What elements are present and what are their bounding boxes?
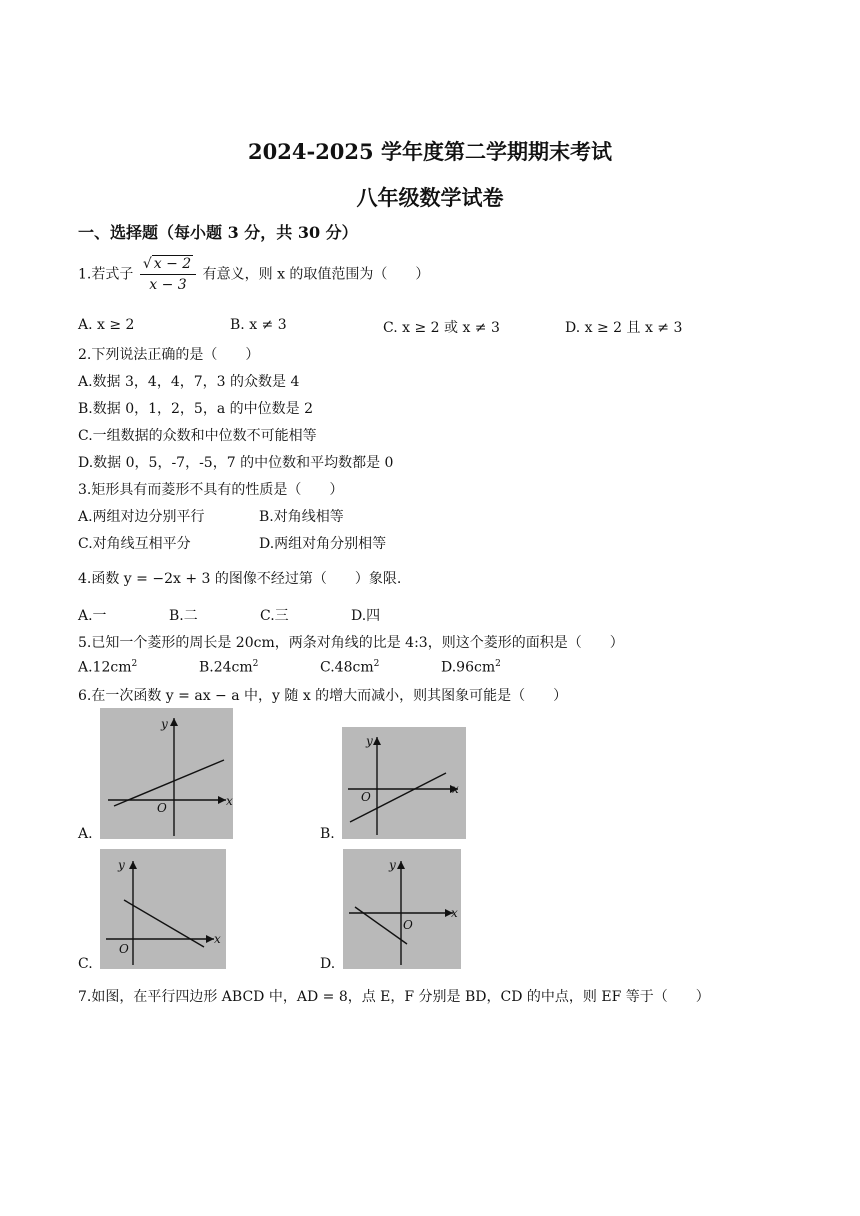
q3-option-d[interactable]: D.两组对角分别相等 xyxy=(259,536,387,552)
question-4: 4.函数 y = −2x + 3 的图像不经过第（ ）象限. xyxy=(78,571,402,587)
q6-graph-b[interactable] xyxy=(342,727,466,839)
y-axis-label: y xyxy=(161,717,168,731)
origin-label: O xyxy=(403,918,413,932)
exam-title: 2024-2025 学年度第二学期期末考试 xyxy=(248,139,612,164)
question-5: 5.已知一个菱形的周长是 20cm，两条对角线的比是 4:3，则这个菱形的面积是（ ） xyxy=(78,635,624,651)
x-axis-label: x xyxy=(452,782,459,796)
q3-option-c[interactable]: C.对角线互相平分 xyxy=(78,536,191,552)
q5-unit-sup: 2 xyxy=(495,659,501,669)
origin-label: O xyxy=(119,942,129,956)
q6-option-c-label: C. xyxy=(78,956,93,972)
q4-option-d[interactable]: D.四 xyxy=(351,608,381,624)
q6-graph-c[interactable] xyxy=(100,849,226,969)
q5-option-a-text: A.12cm xyxy=(78,659,132,676)
q6-option-b-label: B. xyxy=(320,826,335,842)
q3-option-b[interactable]: B.对角线相等 xyxy=(259,509,344,525)
q1-denominator: x − 3 xyxy=(149,277,187,293)
q4-option-c[interactable]: C.三 xyxy=(260,608,289,624)
origin-label: O xyxy=(361,790,371,804)
y-axis-label: y xyxy=(118,858,125,872)
graph-background xyxy=(342,727,466,839)
q5-option-c[interactable] xyxy=(320,659,379,676)
x-axis-label: x xyxy=(214,932,221,946)
q4-option-a[interactable]: A.一 xyxy=(78,608,107,624)
question-3: 3.矩形具有而菱形不具有的性质是（ ） xyxy=(78,482,344,498)
x-axis-label: x xyxy=(451,906,458,920)
q5-option-b[interactable] xyxy=(199,659,258,676)
q1-suffix: 有意义，则 x 的取值范围为（ ） xyxy=(202,266,430,283)
x-axis-label: x xyxy=(226,794,233,808)
q4-option-b[interactable]: B.二 xyxy=(169,608,198,624)
q5-unit-sup: 2 xyxy=(373,659,380,669)
question-1 xyxy=(78,256,429,293)
q6-graph-d[interactable] xyxy=(343,849,461,969)
q5-option-d[interactable] xyxy=(441,659,501,676)
q6-option-d-label: D. xyxy=(320,956,336,972)
q2-option-d[interactable]: D.数据 0，5，-7，-5，7 的中位数和平均数都是 0 xyxy=(78,455,394,471)
section-heading: 一、选择题（每小题 3 分，共 30 分） xyxy=(78,223,358,242)
q1-option-d[interactable]: D. x ≥ 2 且 x ≠ 3 xyxy=(565,320,683,336)
q1-numerator: √ x − 2 xyxy=(140,256,196,275)
question-2: 2.下列说法正确的是（ ） xyxy=(78,347,260,363)
q1-numerator-text: x − 2 xyxy=(153,256,192,272)
q5-option-d-text: D.96cm xyxy=(441,659,496,676)
q6-option-a-label: A. xyxy=(78,826,93,842)
paper-title: 八年级数学试卷 xyxy=(356,185,504,210)
q5-option-b-text: B.24cm xyxy=(199,659,253,676)
q5-option-c-text: C.48cm xyxy=(320,659,374,676)
q3-option-a[interactable]: A.两组对边分别平行 xyxy=(78,509,205,525)
q1-option-a[interactable]: A. x ≥ 2 xyxy=(78,317,135,333)
q5-unit-sup: 2 xyxy=(131,659,138,669)
q2-option-b[interactable]: B.数据 0，1，2，5，a 的中位数是 2 xyxy=(78,401,313,417)
y-axis-label: y xyxy=(366,734,373,748)
q1-prefix: 1.若式子 xyxy=(78,266,134,283)
q5-option-a[interactable] xyxy=(78,659,137,676)
q6-graph-a[interactable] xyxy=(100,708,233,839)
q1-option-c[interactable]: C. x ≥ 2 或 x ≠ 3 xyxy=(383,320,500,336)
origin-label: O xyxy=(157,801,167,815)
question-7: 7.如图，在平行四边形 ABCD 中，AD = 8，点 E，F 分别是 BD，CD 的中点，则 EF 等于（ ） xyxy=(78,989,710,1005)
q2-option-c[interactable]: C.一组数据的众数和中位数不可能相等 xyxy=(78,428,317,444)
q1-fraction xyxy=(140,256,196,293)
q2-option-a[interactable]: A.数据 3，4，4，7，3 的众数是 4 xyxy=(78,374,300,390)
question-6: 6.在一次函数 y = ax − a 中，y 随 x 的增大而减小，则其图象可能是（ ） xyxy=(78,688,568,704)
y-axis-label: y xyxy=(389,858,396,872)
q5-unit-sup: 2 xyxy=(252,659,259,669)
q1-option-b[interactable]: B. x ≠ 3 xyxy=(230,317,287,333)
